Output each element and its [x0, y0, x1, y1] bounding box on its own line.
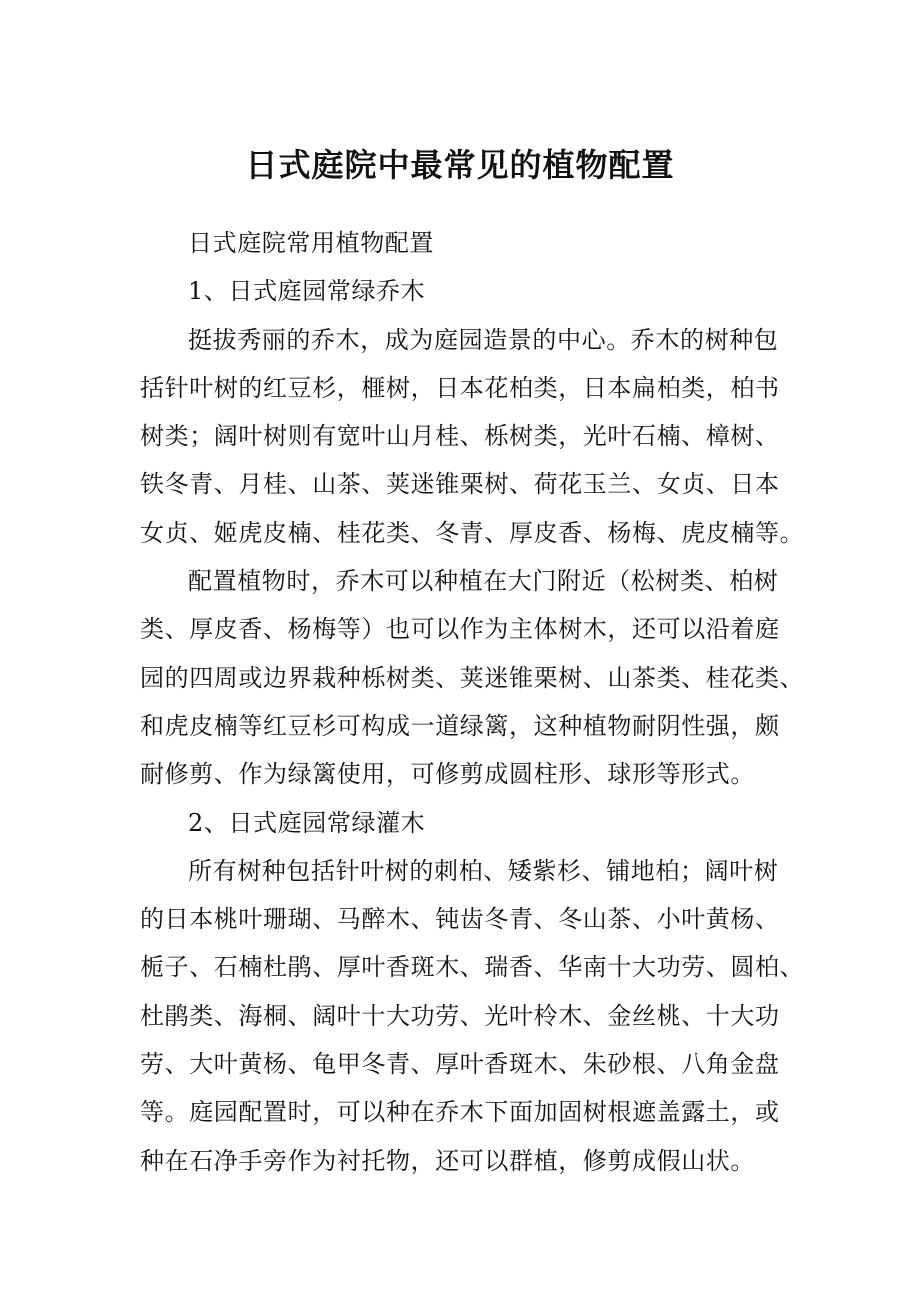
paragraph-line: 栀子、石楠杜鹃、厚叶香斑木、瑞香、华南十大功劳、圆柏、: [140, 953, 805, 982]
paragraph-line: 挺拔秀丽的乔木，成为庭园造景的中心。乔木的树种包: [188, 325, 779, 354]
paragraph-line: 和虎皮楠等红豆杉可构成一道绿篱，这种植物耐阴性强，颇: [140, 711, 780, 740]
paragraph-line: 园的四周或边界栽种栎树类、荚迷锥栗树、山茶类、桂花类、: [140, 663, 805, 692]
paragraph: [140, 847, 805, 1185]
section-heading: 2、日式庭园常绿灌木: [188, 808, 426, 837]
paragraph-line: 女贞、姬虎皮楠、桂花类、冬青、厚皮香、杨梅、虎皮楠等。: [140, 518, 805, 547]
paragraph: [140, 316, 805, 557]
paragraph-line: 树类；阔叶树则有宽叶山月桂、栎树类，光叶石楠、樟树、: [140, 422, 780, 451]
paragraph-line: 类、厚皮香、杨梅等）也可以作为主体树木，还可以沿着庭: [140, 615, 780, 644]
paragraph-line: 杜鹃类、海桐、阔叶十大功劳、光叶柃木、金丝桃、十大功: [140, 1001, 780, 1030]
document-title: 日式庭院中最常见的植物配置: [245, 146, 675, 184]
paragraph-line: 所有树种包括针叶树的刺柏、矮紫杉、铺地柏；阔叶树: [188, 856, 779, 885]
paragraph-line: 铁冬青、月桂、山茶、荚迷锥栗树、荷花玉兰、女贞、日本: [140, 470, 780, 499]
paragraph-line: 配置植物时，乔木可以种植在大门附近（松树类、柏树: [188, 567, 779, 596]
document-body: [140, 219, 805, 1185]
paragraph-line: 劳、大叶黄杨、龟甲冬青、厚叶香斑木、朱砂根、八角金盘: [140, 1050, 780, 1079]
paragraph-line: 种在石净手旁作为衬托物，还可以群植，修剪成假山状。: [140, 1146, 755, 1175]
paragraph: [140, 557, 805, 798]
subtitle: 日式庭院常用植物配置: [188, 229, 434, 257]
paragraph-line: 的日本桃叶珊瑚、马醉木、钝齿冬青、冬山茶、小叶黄杨、: [140, 905, 780, 934]
paragraph-line: 等。庭园配置时，可以种在乔木下面加固树根遮盖露土，或: [140, 1098, 780, 1127]
paragraph-line: 括针叶树的红豆杉，榧树，日本花柏类，日本扁柏类，柏书: [140, 373, 780, 402]
paragraph-line: 耐修剪、作为绿篱使用，可修剪成圆柱形、球形等形式。: [140, 760, 755, 789]
section-heading: 1、日式庭园常绿乔木: [188, 277, 426, 306]
